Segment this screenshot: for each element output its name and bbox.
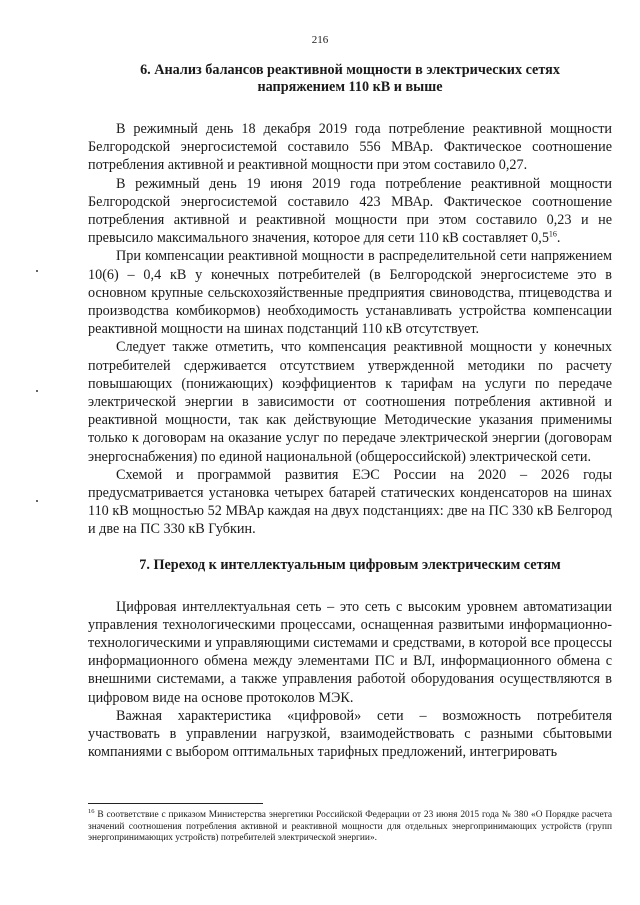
footnote-divider: [88, 803, 263, 804]
section-6-paragraph-2-text: В режимный день 19 июня 2019 года потребление реактивной мощности Белгородской энергосистемой составило 423 МВАр. Фактическое соотношение потребления активной и реактивной мощности при этом составило 0,23 и не превысило максимального значения, которое для сети 110 кВ составляет 0,5: [88, 175, 612, 247]
page-number: 216: [311, 34, 329, 46]
section-6-paragraph-4: Следует также отметить, что компенсация реактивной мощности у конечных потребителей сдерживается отсутствием утвержденной методики по расчету повышающих (понижающих) коэффициентов к тарифам на услуги по передаче электрической энергии в зависимости от соотношения потребления активной и реактивной мощности, так как действующие Методические указания применимы только к договорам на оказание услуг по передаче электрической энергии (договорам энергоснабжения) по единой национальной (общероссийской) электрической сети.: [88, 339, 612, 465]
section-7-heading: [88, 557, 612, 574]
footnote-reference: 16: [548, 229, 557, 239]
section-6-paragraph-1: В режимный день 18 декабря 2019 года потребление реактивной мощности Белгородской энергосистемой составило 556 МВАр. Фактическое соотношение потребления активной и реактивной мощности при этом составило 0,27.: [88, 121, 612, 174]
document-body: [88, 62, 612, 762]
section-6-heading: [88, 62, 612, 96]
section-6-paragraph-5: Схемой и программой развития ЕЭС России на 2020 – 2026 годы предусматривается установка четырех батарей статических конденсаторов на шинах 110 кВ мощностью 52 МВАр каждая на двух подстанциях: две на ПС 330 кВ Белгород и две на ПС 330 кВ Губкин.: [88, 466, 612, 538]
section-7-paragraph-1: Цифровая интеллектуальная сеть – это сеть с высоким уровнем автоматизации управления технологическими процессами, оснащенная развитыми информационно-технологическими и управляющими системами и средствами, в которой все процессы информационного обмена между элементами ПС и ВЛ, информационного обмена с внешними системами, а также управления работой оборудования осуществляются в цифровом виде на основе протоколов МЭК.: [88, 598, 612, 706]
section-6-heading-line1: 6. Анализ балансов реактивной мощности в электрических сетях: [140, 62, 560, 78]
footnote-reference-suffix: .: [556, 230, 561, 247]
footnote-text: В соответствие с приказом Министерства энергетики Российской Федерации от 23 июня 2015 года № 380 «О Порядке расчета значений соотношения потребления активной и реактивной мощности для отдельных энергопринимающих устройств (групп энергопринимающих устройств) потребителей электрической энергии».: [88, 810, 612, 844]
section-6-paragraph-2: [88, 175, 612, 248]
scan-speck: [36, 500, 38, 502]
scan-speck: [36, 390, 38, 392]
footnote: [88, 807, 612, 845]
section-6-heading-line2: напряжением 110 кВ и выше: [257, 79, 443, 95]
footnote-number: 16: [88, 807, 95, 815]
section-6-paragraph-3: При компенсации реактивной мощности в распределительной сети напряжением 10(6) – 0,4 кВ у конечных потребителей (в Белгородской энергосистеме это в основном крупные сельскохозяйственные предприятия свиноводства, птицеводства и производства комбикормов) необходимость устанавливать устройства компенсации реактивной мощности на шинах подстанций 110 кВ отсутствует.: [88, 248, 612, 338]
section-7-heading-line1: 7. Переход к интеллектуальным цифровым электрическим сетям: [139, 556, 561, 573]
section-7-paragraph-2: Важная характеристика «цифровой» сети – возможность потребителя участвовать в управлении нагрузкой, взаимодействовать с разными сбытовыми компаниями с выбором оптимальных тарифных предложений, интегрировать: [88, 707, 612, 761]
scan-speck: [36, 270, 38, 272]
